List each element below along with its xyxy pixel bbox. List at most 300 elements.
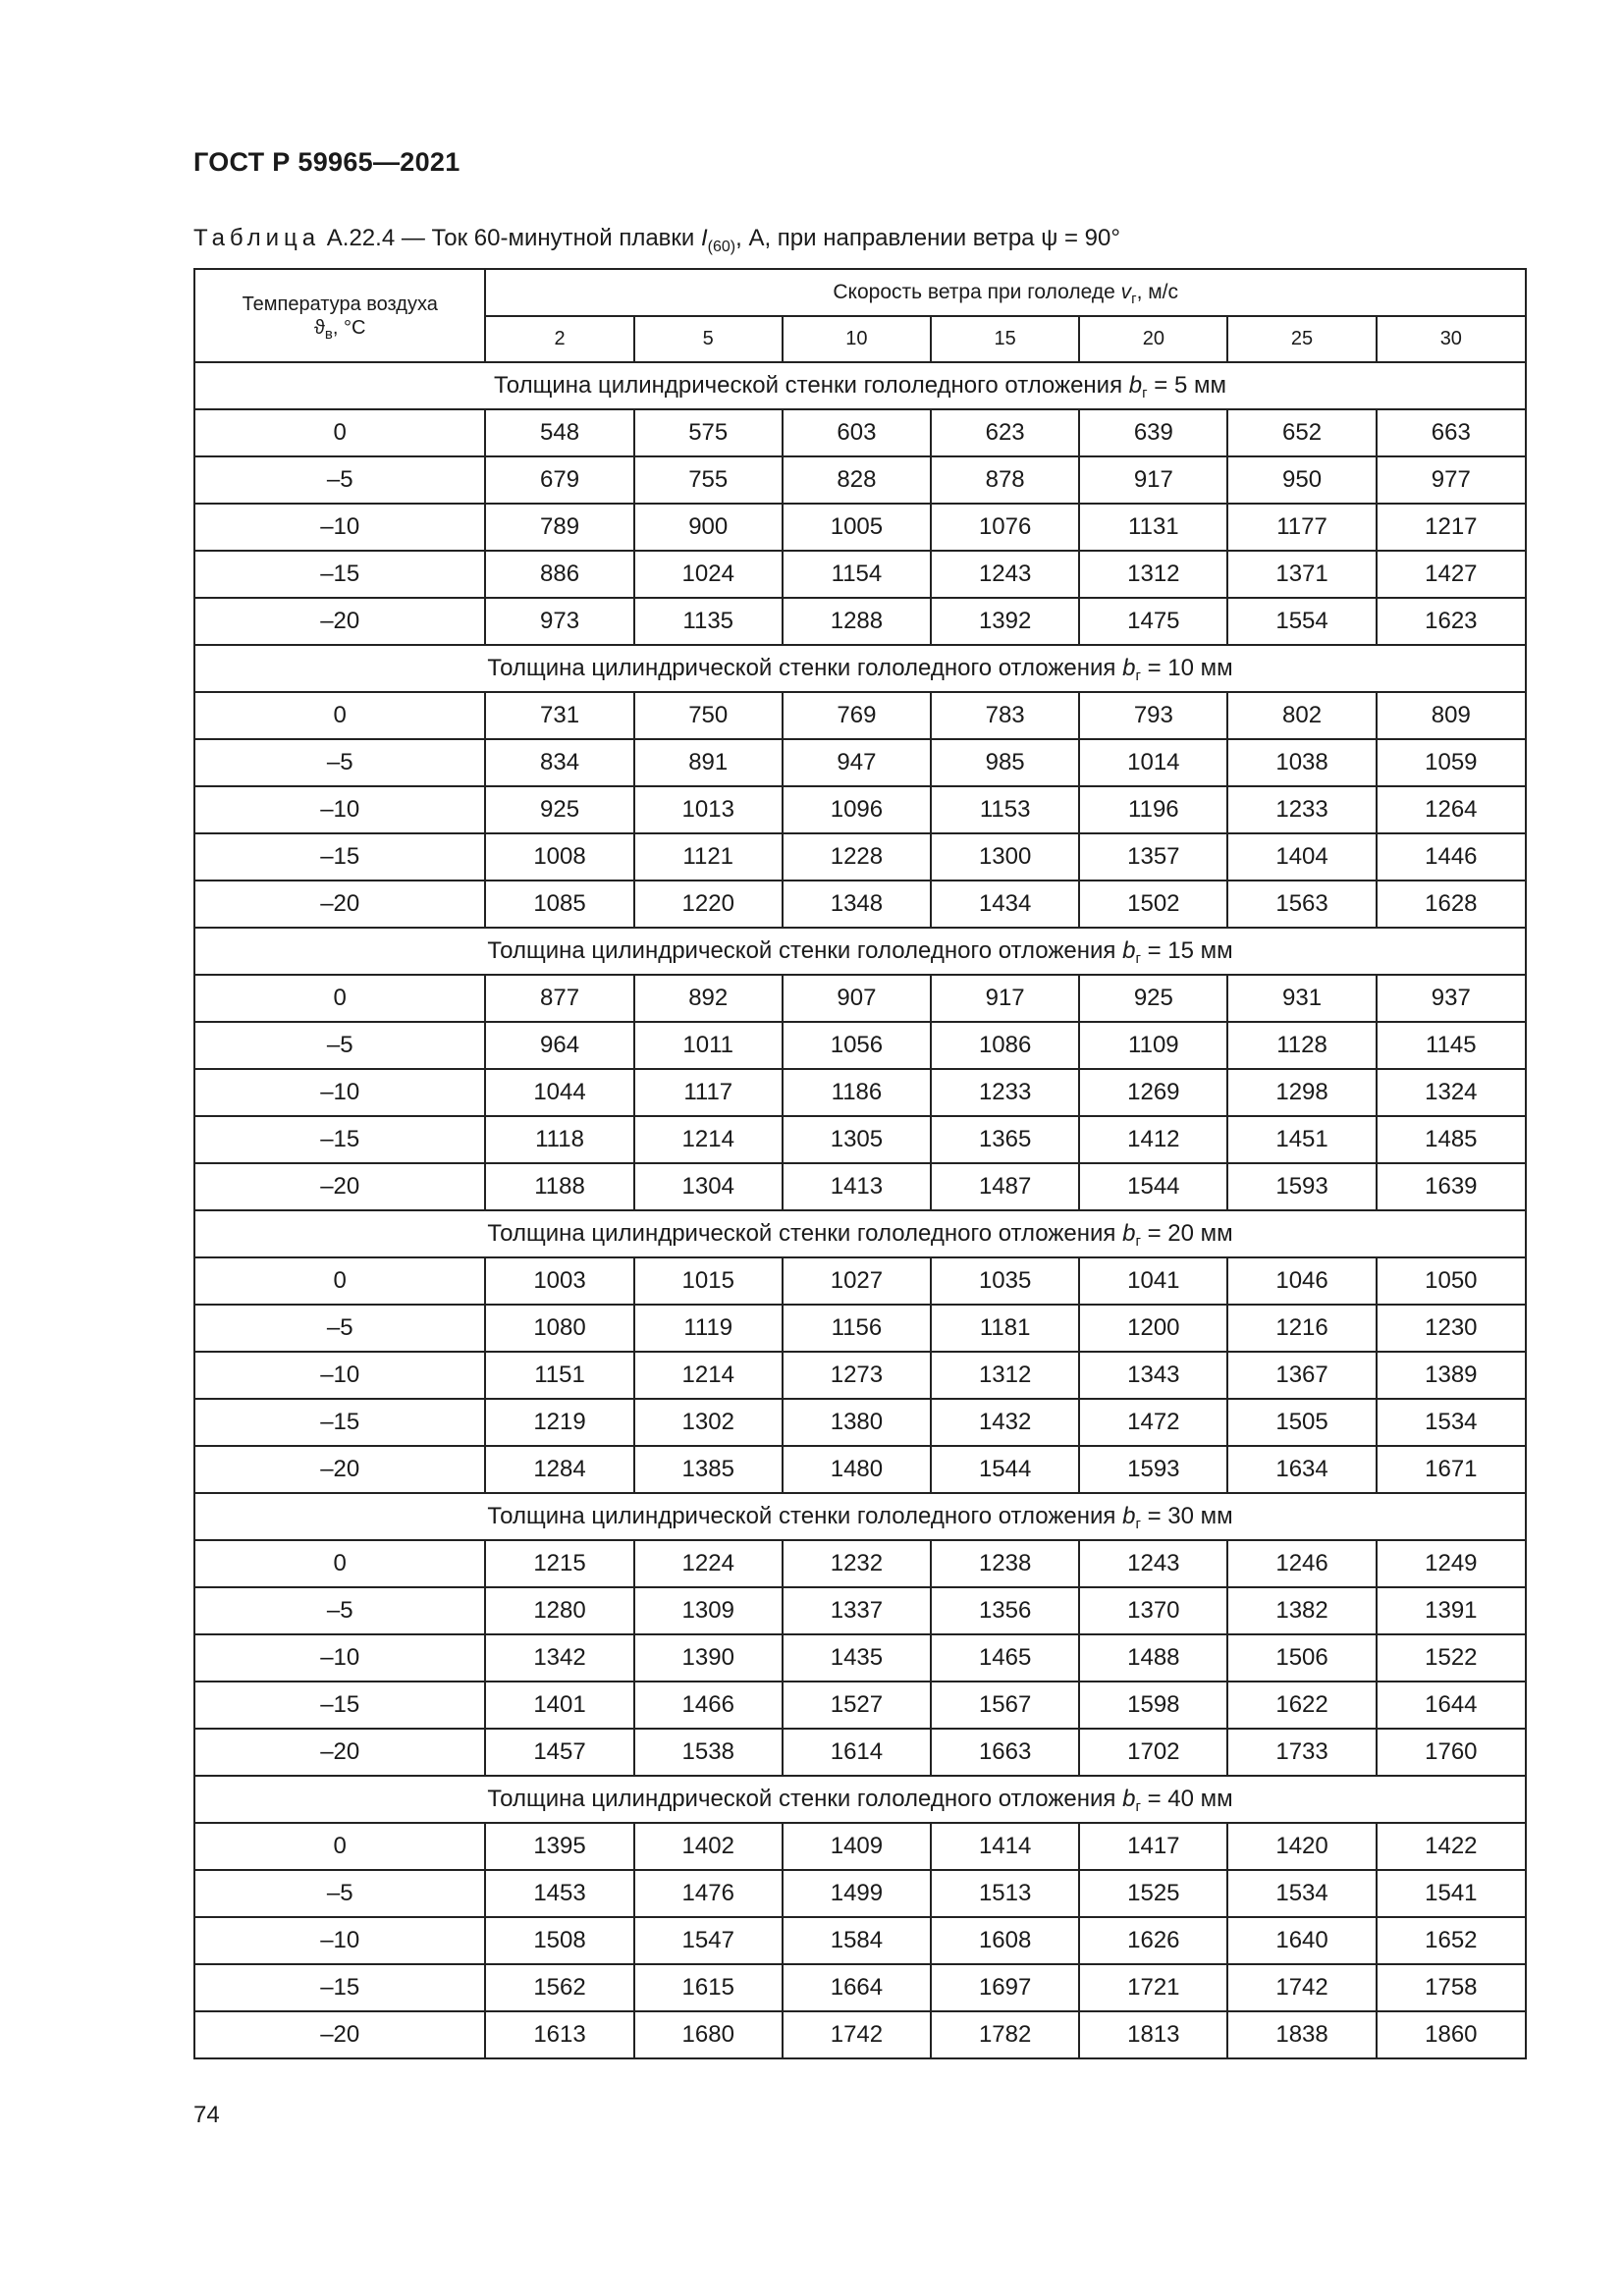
current-value-cell: 1472 (1079, 1399, 1227, 1446)
current-value-cell: 964 (485, 1022, 633, 1069)
current-value-cell: 1228 (783, 833, 931, 881)
current-value-cell: 1304 (634, 1163, 783, 1210)
current-value-cell: 977 (1377, 456, 1526, 504)
current-value-cell: 1005 (783, 504, 931, 551)
table-row (194, 1022, 1526, 1069)
section-thickness: = 10 мм (1140, 655, 1233, 681)
current-value-cell: 1488 (1079, 1634, 1227, 1682)
current-value-cell: 1269 (1079, 1069, 1227, 1116)
current-value-cell: 575 (634, 409, 783, 456)
temperature-cell: –20 (194, 881, 485, 928)
current-value-cell: 1614 (783, 1729, 931, 1776)
section-title (194, 1493, 1526, 1540)
current-value-cell: 1343 (1079, 1352, 1227, 1399)
wind-speed-unit: , м/с (1136, 281, 1179, 303)
speed-header-cell: 25 (1227, 316, 1376, 362)
table-row (194, 1305, 1526, 1352)
current-value-cell: 985 (931, 739, 1079, 786)
current-value-cell: 1420 (1227, 1823, 1376, 1870)
current-value-cell: 1380 (783, 1399, 931, 1446)
current-value-cell: 950 (1227, 456, 1376, 504)
current-value-cell: 1390 (634, 1634, 783, 1682)
wind-speed-header (485, 269, 1526, 316)
current-value-cell: 1412 (1079, 1116, 1227, 1163)
current-value-cell: 917 (931, 975, 1079, 1022)
current-value-cell: 1541 (1377, 1870, 1526, 1917)
current-value-cell: 1563 (1227, 881, 1376, 928)
section-subscript: г (1135, 1233, 1141, 1250)
current-value-cell: 755 (634, 456, 783, 504)
current-value-cell: 802 (1227, 692, 1376, 739)
table-row (194, 975, 1526, 1022)
temperature-cell: –5 (194, 456, 485, 504)
current-value-cell: 1181 (931, 1305, 1079, 1352)
current-value-cell: 1417 (1079, 1823, 1227, 1870)
temperature-cell: –10 (194, 1352, 485, 1399)
section-prefix: Толщина цилиндрической стенки гололедного отложения (487, 1503, 1123, 1529)
section-prefix: Толщина цилиндрической стенки гололедного отложения (487, 937, 1123, 964)
section-title (194, 1210, 1526, 1257)
current-value-cell: 1451 (1227, 1116, 1376, 1163)
speed-header-cell: 5 (634, 316, 783, 362)
current-value-cell: 1513 (931, 1870, 1079, 1917)
current-value-cell: 1200 (1079, 1305, 1227, 1352)
current-value-cell: 1465 (931, 1634, 1079, 1682)
current-value-cell: 1382 (1227, 1587, 1376, 1634)
table-row (194, 551, 1526, 598)
table-caption (193, 225, 1120, 255)
temperature-unit: , °С (332, 316, 366, 339)
current-value-cell: 917 (1079, 456, 1227, 504)
table-row (194, 1116, 1526, 1163)
document-id: ГОСТ Р 59965—2021 (193, 147, 460, 177)
section-prefix: Толщина цилиндрической стенки гололедного отложения (494, 372, 1129, 399)
current-value-cell: 1367 (1227, 1352, 1376, 1399)
current-value-cell: 1538 (634, 1729, 783, 1776)
current-value-cell: 1156 (783, 1305, 931, 1352)
current-value-cell: 931 (1227, 975, 1376, 1022)
caption-prefix: Таблица (193, 225, 321, 251)
current-value-cell: 1264 (1377, 786, 1526, 833)
current-value-cell: 1593 (1227, 1163, 1376, 1210)
current-value-cell: 1357 (1079, 833, 1227, 881)
current-value-cell: 1044 (485, 1069, 633, 1116)
section-thickness: = 40 мм (1140, 1786, 1233, 1812)
temperature-cell: –20 (194, 1163, 485, 1210)
current-value-cell: 1392 (931, 598, 1079, 645)
current-value-cell: 1622 (1227, 1682, 1376, 1729)
current-value-cell: 1446 (1377, 833, 1526, 881)
wind-speed-symbol: v (1120, 281, 1132, 303)
speed-header-cell: 10 (783, 316, 931, 362)
current-value-cell: 1395 (485, 1823, 633, 1870)
current-value-cell: 1246 (1227, 1540, 1376, 1587)
current-value-cell: 1639 (1377, 1163, 1526, 1210)
current-value-cell: 1413 (783, 1163, 931, 1210)
section-thickness: = 5 мм (1147, 372, 1226, 399)
section-header-row (194, 362, 1526, 409)
table-row (194, 1682, 1526, 1729)
current-value-cell: 1011 (634, 1022, 783, 1069)
temperature-cell: –10 (194, 1634, 485, 1682)
current-value-cell: 1644 (1377, 1682, 1526, 1729)
current-value-cell: 907 (783, 975, 931, 1022)
current-value-cell: 1733 (1227, 1729, 1376, 1776)
current-value-cell: 1414 (931, 1823, 1079, 1870)
table-row (194, 1446, 1526, 1493)
current-value-cell: 1505 (1227, 1399, 1376, 1446)
table-row (194, 2011, 1526, 2058)
current-value-cell: 1154 (783, 551, 931, 598)
section-title (194, 645, 1526, 692)
current-value-cell: 877 (485, 975, 633, 1022)
current-value-cell: 769 (783, 692, 931, 739)
temperature-cell: 0 (194, 692, 485, 739)
current-value-cell: 1118 (485, 1116, 633, 1163)
current-value-cell: 1177 (1227, 504, 1376, 551)
section-header-row (194, 928, 1526, 975)
current-value-cell: 1544 (931, 1446, 1079, 1493)
section-header-row (194, 1210, 1526, 1257)
table-row (194, 409, 1526, 456)
current-value-cell: 1014 (1079, 739, 1227, 786)
current-value-cell: 1435 (783, 1634, 931, 1682)
table-row (194, 1870, 1526, 1917)
section-symbol: b (1122, 937, 1136, 964)
section-symbol: b (1122, 1503, 1136, 1529)
section-subscript: г (1135, 950, 1141, 967)
section-title (194, 928, 1526, 975)
current-value-cell: 1562 (485, 1964, 633, 2011)
current-value-cell: 1409 (783, 1823, 931, 1870)
section-title (194, 1776, 1526, 1823)
table-row (194, 1352, 1526, 1399)
current-value-cell: 1487 (931, 1163, 1079, 1210)
current-value-cell: 1615 (634, 1964, 783, 2011)
speed-header-cell: 30 (1377, 316, 1526, 362)
current-value-cell: 1086 (931, 1022, 1079, 1069)
current-value-cell: 1117 (634, 1069, 783, 1116)
wind-speed-subscript: г (1131, 291, 1137, 307)
current-value-cell: 1626 (1079, 1917, 1227, 1964)
section-subscript: г (1135, 1516, 1141, 1532)
temperature-label: Температура воздуха (242, 293, 438, 315)
current-value-cell: 1760 (1377, 1729, 1526, 1776)
current-value-cell: 1243 (1079, 1540, 1227, 1587)
current-value-cell: 1664 (783, 1964, 931, 2011)
temperature-cell: –15 (194, 833, 485, 881)
current-value-cell: 1547 (634, 1917, 783, 1964)
current-value-cell: 1035 (931, 1257, 1079, 1305)
current-value-cell: 1680 (634, 2011, 783, 2058)
section-prefix: Толщина цилиндрической стенки гололедного отложения (487, 655, 1123, 681)
current-value-cell: 886 (485, 551, 633, 598)
section-subscript: г (1135, 667, 1141, 684)
current-value-cell: 679 (485, 456, 633, 504)
caption-text: — Ток 60-минутной плавки (395, 225, 701, 251)
current-value-cell: 828 (783, 456, 931, 504)
current-value-cell: 1280 (485, 1587, 633, 1634)
section-header-row (194, 1776, 1526, 1823)
temperature-cell: –15 (194, 1682, 485, 1729)
speed-header-cell: 20 (1079, 316, 1227, 362)
current-value-cell: 1015 (634, 1257, 783, 1305)
current-value-cell: 1215 (485, 1540, 633, 1587)
table-row (194, 1399, 1526, 1446)
section-thickness: = 15 мм (1140, 937, 1233, 964)
current-value-cell: 1238 (931, 1540, 1079, 1587)
current-value-cell: 1050 (1377, 1257, 1526, 1305)
table-row (194, 1587, 1526, 1634)
current-value-cell: 1480 (783, 1446, 931, 1493)
table-row (194, 1917, 1526, 1964)
current-value-cell: 937 (1377, 975, 1526, 1022)
current-value-cell: 1567 (931, 1682, 1079, 1729)
current-value-cell: 1758 (1377, 1964, 1526, 2011)
temperature-cell: –5 (194, 1587, 485, 1634)
current-value-cell: 900 (634, 504, 783, 551)
current-value-cell: 1145 (1377, 1022, 1526, 1069)
table-row (194, 1964, 1526, 2011)
temperature-cell: 0 (194, 409, 485, 456)
current-value-cell: 1593 (1079, 1446, 1227, 1493)
current-value-cell: 834 (485, 739, 633, 786)
speed-header-cell: 15 (931, 316, 1079, 362)
current-value-cell: 1427 (1377, 551, 1526, 598)
table-row (194, 739, 1526, 786)
current-value-cell: 1128 (1227, 1022, 1376, 1069)
table-row (194, 456, 1526, 504)
current-value-cell: 1230 (1377, 1305, 1526, 1352)
current-value-cell: 1305 (783, 1116, 931, 1163)
current-value-cell: 1356 (931, 1587, 1079, 1634)
temperature-cell: –15 (194, 1399, 485, 1446)
speed-header-cell: 2 (485, 316, 633, 362)
current-value-cell: 1121 (634, 833, 783, 881)
current-value-cell: 809 (1377, 692, 1526, 739)
current-value-cell: 892 (634, 975, 783, 1022)
current-value-cell: 1273 (783, 1352, 931, 1399)
temperature-cell: –20 (194, 1446, 485, 1493)
current-value-cell: 1742 (783, 2011, 931, 2058)
current-value-cell: 1302 (634, 1399, 783, 1446)
caption-current-symbol: I (701, 225, 708, 251)
table-row (194, 1257, 1526, 1305)
current-value-cell: 1096 (783, 786, 931, 833)
current-value-cell: 1220 (634, 881, 783, 928)
current-value-cell: 1485 (1377, 1116, 1526, 1163)
current-value-cell: 1389 (1377, 1352, 1526, 1399)
current-value-cell: 1613 (485, 2011, 633, 2058)
current-value-cell: 1038 (1227, 739, 1376, 786)
current-value-cell: 1249 (1377, 1540, 1526, 1587)
current-value-cell: 548 (485, 409, 633, 456)
page-number: 74 (193, 2102, 220, 2128)
current-value-cell: 1544 (1079, 1163, 1227, 1210)
current-value-cell: 1634 (1227, 1446, 1376, 1493)
current-value-cell: 1432 (931, 1399, 1079, 1446)
current-value-cell: 1422 (1377, 1823, 1526, 1870)
current-value-cell: 603 (783, 409, 931, 456)
temperature-cell: 0 (194, 1823, 485, 1870)
current-value-cell: 1457 (485, 1729, 633, 1776)
section-header-row (194, 1493, 1526, 1540)
current-value-cell: 1119 (634, 1305, 783, 1352)
temperature-cell: –10 (194, 1069, 485, 1116)
caption-current-subscript: (60) (707, 239, 736, 255)
current-value-cell: 1434 (931, 881, 1079, 928)
table-body (194, 362, 1526, 2058)
current-value-cell: 1453 (485, 1870, 633, 1917)
table-row (194, 881, 1526, 928)
current-value-cell: 1076 (931, 504, 1079, 551)
current-value-cell: 1534 (1227, 1870, 1376, 1917)
section-subscript: г (1142, 385, 1148, 401)
section-title (194, 362, 1526, 409)
temperature-symbol: ϑ (313, 316, 325, 339)
current-value-cell: 1233 (1227, 786, 1376, 833)
temperature-cell: –15 (194, 1116, 485, 1163)
table-row (194, 1069, 1526, 1116)
current-value-cell: 1742 (1227, 1964, 1376, 2011)
current-value-cell: 1525 (1079, 1870, 1227, 1917)
current-value-cell: 1534 (1377, 1399, 1526, 1446)
temperature-column-header (194, 269, 485, 362)
current-value-cell: 1085 (485, 881, 633, 928)
current-value-cell: 1288 (783, 598, 931, 645)
current-value-cell: 925 (1079, 975, 1227, 1022)
current-value-cell: 1309 (634, 1587, 783, 1634)
current-value-cell: 1697 (931, 1964, 1079, 2011)
current-value-cell: 1652 (1377, 1917, 1526, 1964)
temperature-cell: –5 (194, 739, 485, 786)
current-value-cell: 1702 (1079, 1729, 1227, 1776)
current-value-cell: 1813 (1079, 2011, 1227, 2058)
current-value-cell: 1324 (1377, 1069, 1526, 1116)
temperature-cell: –5 (194, 1305, 485, 1352)
section-prefix: Толщина цилиндрической стенки гололедного отложения (487, 1220, 1123, 1247)
current-value-cell: 1506 (1227, 1634, 1376, 1682)
current-value-cell: 1046 (1227, 1257, 1376, 1305)
current-value-cell: 1476 (634, 1870, 783, 1917)
current-value-cell: 1008 (485, 833, 633, 881)
current-value-cell: 1371 (1227, 551, 1376, 598)
current-value-cell: 1188 (485, 1163, 633, 1210)
current-value-cell: 1312 (931, 1352, 1079, 1399)
current-value-cell: 1337 (783, 1587, 931, 1634)
current-value-cell: 1502 (1079, 881, 1227, 928)
current-value-cell: 1365 (931, 1116, 1079, 1163)
current-value-cell: 1628 (1377, 881, 1526, 928)
current-value-cell: 783 (931, 692, 1079, 739)
current-value-cell: 1243 (931, 551, 1079, 598)
current-value-cell: 1135 (634, 598, 783, 645)
current-value-cell: 793 (1079, 692, 1227, 739)
current-value-cell: 1284 (485, 1446, 633, 1493)
current-value-cell: 789 (485, 504, 633, 551)
current-value-cell: 1219 (485, 1399, 633, 1446)
table-row (194, 1729, 1526, 1776)
temperature-cell: –5 (194, 1870, 485, 1917)
table-row (194, 598, 1526, 645)
current-value-cell: 1475 (1079, 598, 1227, 645)
temperature-subscript: в (324, 325, 333, 343)
current-value-cell: 1214 (634, 1116, 783, 1163)
current-value-cell: 1298 (1227, 1069, 1376, 1116)
temperature-cell: 0 (194, 975, 485, 1022)
current-value-cell: 1671 (1377, 1446, 1526, 1493)
current-value-cell: 1598 (1079, 1682, 1227, 1729)
temperature-cell: –10 (194, 1917, 485, 1964)
current-value-cell: 1232 (783, 1540, 931, 1587)
temperature-cell: –15 (194, 551, 485, 598)
current-value-cell: 891 (634, 739, 783, 786)
current-value-cell: 1466 (634, 1682, 783, 1729)
temperature-cell: 0 (194, 1540, 485, 1587)
current-value-cell: 1196 (1079, 786, 1227, 833)
current-value-cell: 1663 (931, 1729, 1079, 1776)
current-value-cell: 1404 (1227, 833, 1376, 881)
current-value-cell: 1348 (783, 881, 931, 928)
current-value-cell: 1782 (931, 2011, 1079, 2058)
current-value-cell: 1522 (1377, 1634, 1526, 1682)
current-value-cell: 878 (931, 456, 1079, 504)
current-value-cell: 1109 (1079, 1022, 1227, 1069)
current-value-cell: 1131 (1079, 504, 1227, 551)
temperature-cell: –20 (194, 2011, 485, 2058)
current-value-cell: 1214 (634, 1352, 783, 1399)
caption-text-after: , А, при направлении ветра ψ = 90° (735, 225, 1120, 251)
current-value-cell: 1860 (1377, 2011, 1526, 2058)
current-value-cell: 1024 (634, 551, 783, 598)
current-value-cell: 1186 (783, 1069, 931, 1116)
current-value-cell: 1527 (783, 1682, 931, 1729)
section-symbol: b (1122, 1786, 1136, 1812)
current-value-cell: 947 (783, 739, 931, 786)
current-value-cell: 925 (485, 786, 633, 833)
temperature-cell: –10 (194, 786, 485, 833)
table-row (194, 1163, 1526, 1210)
temperature-cell: –10 (194, 504, 485, 551)
table-row (194, 1540, 1526, 1587)
current-value-cell: 1080 (485, 1305, 633, 1352)
current-value-cell: 1508 (485, 1917, 633, 1964)
section-symbol: b (1128, 372, 1143, 399)
section-subscript: г (1135, 1798, 1141, 1815)
current-value-cell: 1013 (634, 786, 783, 833)
current-value-cell: 1623 (1377, 598, 1526, 645)
current-value-cell: 1151 (485, 1352, 633, 1399)
current-value-cell: 1554 (1227, 598, 1376, 645)
current-value-cell: 1059 (1377, 739, 1526, 786)
current-value-cell: 1312 (1079, 551, 1227, 598)
current-value-cell: 1217 (1377, 504, 1526, 551)
current-value-cell: 1342 (485, 1634, 633, 1682)
current-value-cell: 1838 (1227, 2011, 1376, 2058)
table-row (194, 692, 1526, 739)
wind-speed-label: Скорость ветра при гололеде (833, 281, 1121, 303)
current-table (193, 268, 1527, 2059)
current-value-cell: 1056 (783, 1022, 931, 1069)
current-value-cell: 1041 (1079, 1257, 1227, 1305)
table-row (194, 1823, 1526, 1870)
current-value-cell: 973 (485, 598, 633, 645)
temperature-cell: 0 (194, 1257, 485, 1305)
current-value-cell: 639 (1079, 409, 1227, 456)
current-value-cell: 1721 (1079, 1964, 1227, 2011)
temperature-cell: –20 (194, 1729, 485, 1776)
section-symbol: b (1122, 655, 1136, 681)
